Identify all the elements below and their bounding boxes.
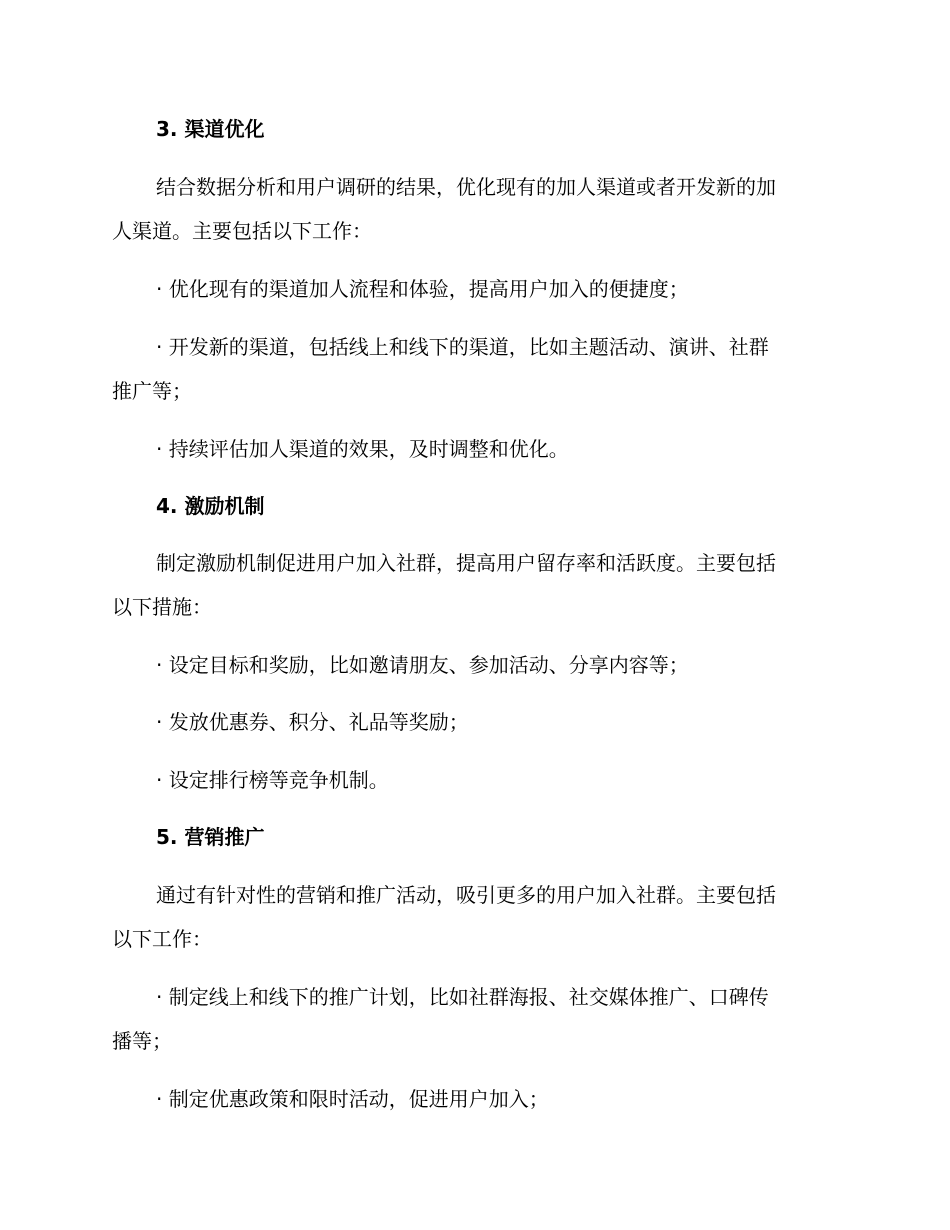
paragraph-line: 制定激励机制促进用户加入社群，提高用户留存率和活跃度。主要包括: [156, 551, 776, 575]
bullet-item: · 制定优惠政策和限时活动，促进用户加入；: [156, 1087, 549, 1111]
section-heading: 5. 营销推广: [156, 825, 265, 849]
paragraph-line: 通过有针对性的营销和推广活动，吸引更多的用户加入社群。主要包括: [156, 883, 776, 907]
bullet-item: · 发放优惠券、积分、礼品等奖励；: [156, 710, 469, 734]
section-heading: 3. 渠道优化: [156, 117, 265, 141]
bullet-item: · 设定排行榜等竞争机制。: [156, 768, 389, 792]
bullet-item: · 优化现有的渠道加人流程和体验，提高用户加入的便捷度；: [156, 277, 689, 301]
bullet-item: · 设定目标和奖励，比如邀请朋友、参加活动、分享内容等；: [156, 653, 689, 677]
bullet-item: · 持续评估加人渠道的效果，及时调整和优化。: [156, 437, 569, 461]
bullet-item-continuation: 播等；: [112, 1029, 172, 1053]
paragraph-line: 人渠道。主要包括以下工作：: [112, 219, 372, 243]
section-heading: 4. 激励机制: [156, 494, 265, 518]
paragraph-line: 以下工作：: [112, 927, 212, 951]
bullet-item: · 制定线上和线下的推广计划，比如社群海报、社交媒体推广、口碑传: [156, 985, 769, 1009]
paragraph-line: 以下措施：: [112, 595, 212, 619]
paragraph-line: 结合数据分析和用户调研的结果，优化现有的加人渠道或者开发新的加: [156, 175, 776, 199]
bullet-item: · 开发新的渠道，包括线上和线下的渠道，比如主题活动、演讲、社群: [156, 335, 769, 359]
bullet-item-continuation: 推广等；: [112, 379, 192, 403]
